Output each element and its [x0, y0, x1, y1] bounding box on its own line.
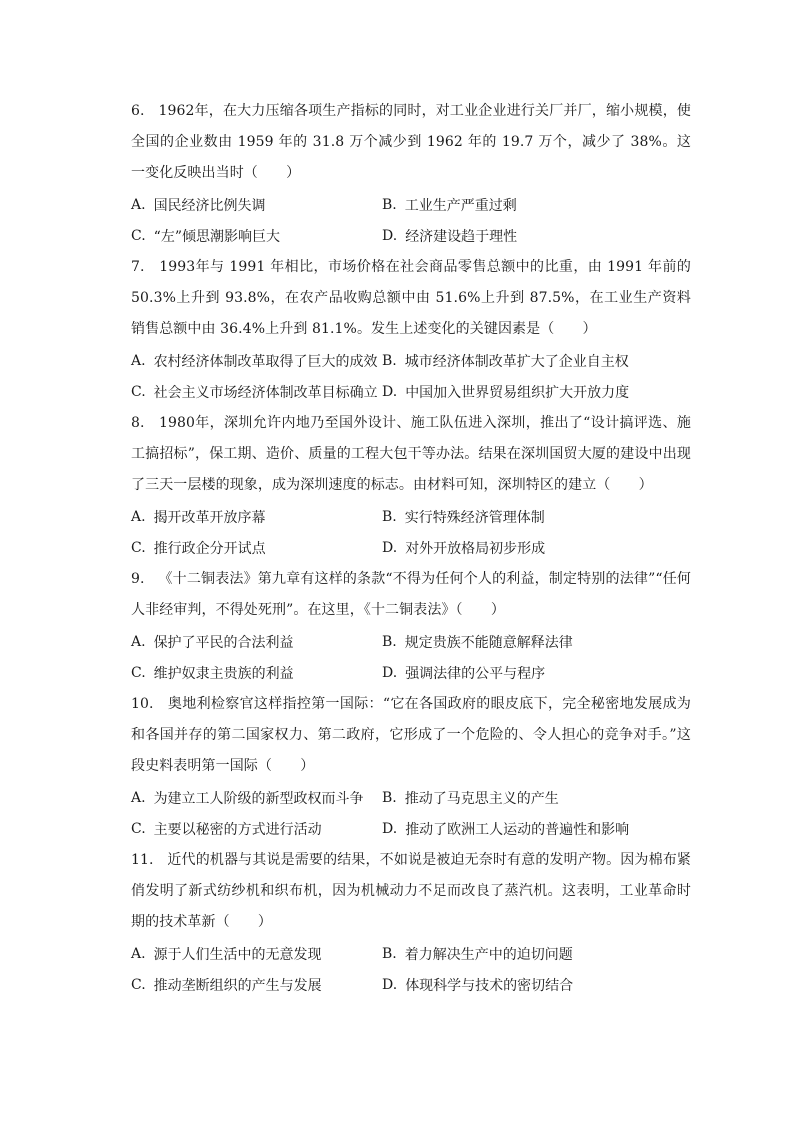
option-b[interactable]: B. 工业生产严重过剩	[382, 197, 517, 215]
question-number: 8.	[131, 414, 145, 431]
question-number: 6.	[131, 103, 145, 119]
question-stem	[131, 845, 691, 939]
question-text: 《十二铜表法》第九章有这样的条款“不得为任何个人的利益，制定特别的法律”“任何人非经审判，不得处死刑”。在这里，《十二铜表法》（ ）	[131, 570, 691, 619]
option-a[interactable]: A. 国民经济比例失调	[131, 197, 266, 215]
option-d[interactable]: D. 中国加入世界贸易组织扩大开放力度	[382, 384, 630, 402]
question-8	[131, 408, 691, 564]
option-list	[131, 626, 691, 688]
option-c[interactable]: C. 维护奴隶主贵族的利益	[131, 665, 294, 683]
option-a[interactable]: A. 保护了平民的合法利益	[131, 633, 294, 651]
option-b[interactable]: B. 城市经济体制改革扩大了企业自主权	[382, 353, 629, 371]
option-d[interactable]: D. 体现科学与技术的密切结合	[382, 977, 574, 995]
option-list	[131, 502, 691, 564]
option-a[interactable]: A. 源于人们生活中的无意发现	[131, 945, 322, 963]
option-c[interactable]: C. “左”倾思潮影响巨大	[131, 228, 280, 246]
question-number: 10.	[131, 695, 154, 712]
option-c[interactable]: C. 推行政企分开试点	[131, 540, 266, 558]
question-stem	[131, 564, 691, 626]
option-d[interactable]: D. 经济建设趋于理性	[382, 228, 518, 246]
option-b[interactable]: B. 规定贵族不能随意解释法律	[382, 633, 573, 651]
question-text: 1980年，深圳允许内地乃至国外设计、施工队伍进入深圳，推出了“设计搞评选、施工搞招标”，保工期、造价、质量的工程大包干等办法。结果在深圳国贸大厦的建设中出现了三天一层楼的现象，成为深圳速度的标志。由材料可知，深圳特区的建立（ ）	[131, 414, 691, 494]
option-d[interactable]: D. 对外开放格局初步形成	[382, 540, 546, 558]
option-c[interactable]: C. 推动垄断组织的产生与发展	[131, 977, 322, 995]
option-d[interactable]: D. 推动了欧洲工人运动的普遍性和影响	[382, 821, 630, 839]
option-b[interactable]: B. 实行特殊经济管理体制	[382, 509, 545, 527]
option-a[interactable]: A. 农村经济体制改革取得了巨大的成效	[131, 353, 378, 371]
question-stem	[131, 689, 691, 783]
question-10	[131, 689, 691, 845]
question-6	[131, 96, 691, 252]
question-stem	[131, 408, 691, 502]
question-11	[131, 845, 691, 1001]
question-text: 1962年，在大力压缩各项生产指标的同时，对工业企业进行关厂并厂，缩小规模，使全国的企业数由 1959 年的 31.8 万个减少到 1962 年的 19.7 万个，减少了 38%。这一变化反映出当时（ ）	[131, 103, 692, 182]
option-b[interactable]: B. 着力解决生产中的迫切问题	[382, 945, 573, 963]
option-c[interactable]: C. 社会主义市场经济体制改革目标确立	[131, 384, 378, 402]
option-d[interactable]: D. 强调法律的公平与程序	[382, 665, 546, 683]
option-c[interactable]: C. 主要以秘密的方式进行活动	[131, 821, 322, 839]
option-a[interactable]: A. 为建立工人阶级的新型政权而斗争	[131, 789, 364, 807]
option-a[interactable]: A. 揭开改革开放序幕	[131, 509, 266, 527]
question-stem	[131, 252, 691, 346]
question-9	[131, 564, 691, 689]
exam-page	[131, 96, 691, 1001]
option-list	[131, 782, 691, 844]
option-list	[131, 346, 691, 408]
question-text: 近代的机器与其说是需要的结果，不如说是被迫无奈时有意的发明产物。因为棉布紧俏发明了新式纺纱机和织布机，因为机械动力不足而改良了蒸汽机。这表明，工业革命时期的技术革新（ ）	[131, 851, 691, 931]
option-list	[131, 938, 691, 1000]
question-text: 奥地利检察官这样指控第一国际：“它在各国政府的眼皮底下，完全秘密地发展成为和各国并存的第二国家权力、第二政府，它形成了一个危险的、令人担心的竞争对手。”这段史料表明第一国际（ ）	[131, 695, 691, 775]
question-number: 9.	[131, 570, 145, 587]
option-b[interactable]: B. 推动了马克思主义的产生	[382, 789, 559, 807]
question-7	[131, 252, 691, 408]
question-stem	[131, 96, 691, 190]
question-number: 7.	[131, 258, 145, 275]
question-text: 1993年与 1991 年相比，市场价格在社会商品零售总额中的比重，由 1991 年前的 50.3%上升到 93.8%，在农产品收购总额中由 51.6%上升到 87.5%，在工业生产资料销售总额中由 36.4%上升到 81.1%。发生上述变化的关键因素是（ ）	[131, 258, 691, 338]
option-list	[131, 190, 691, 252]
question-number: 11.	[131, 851, 154, 868]
